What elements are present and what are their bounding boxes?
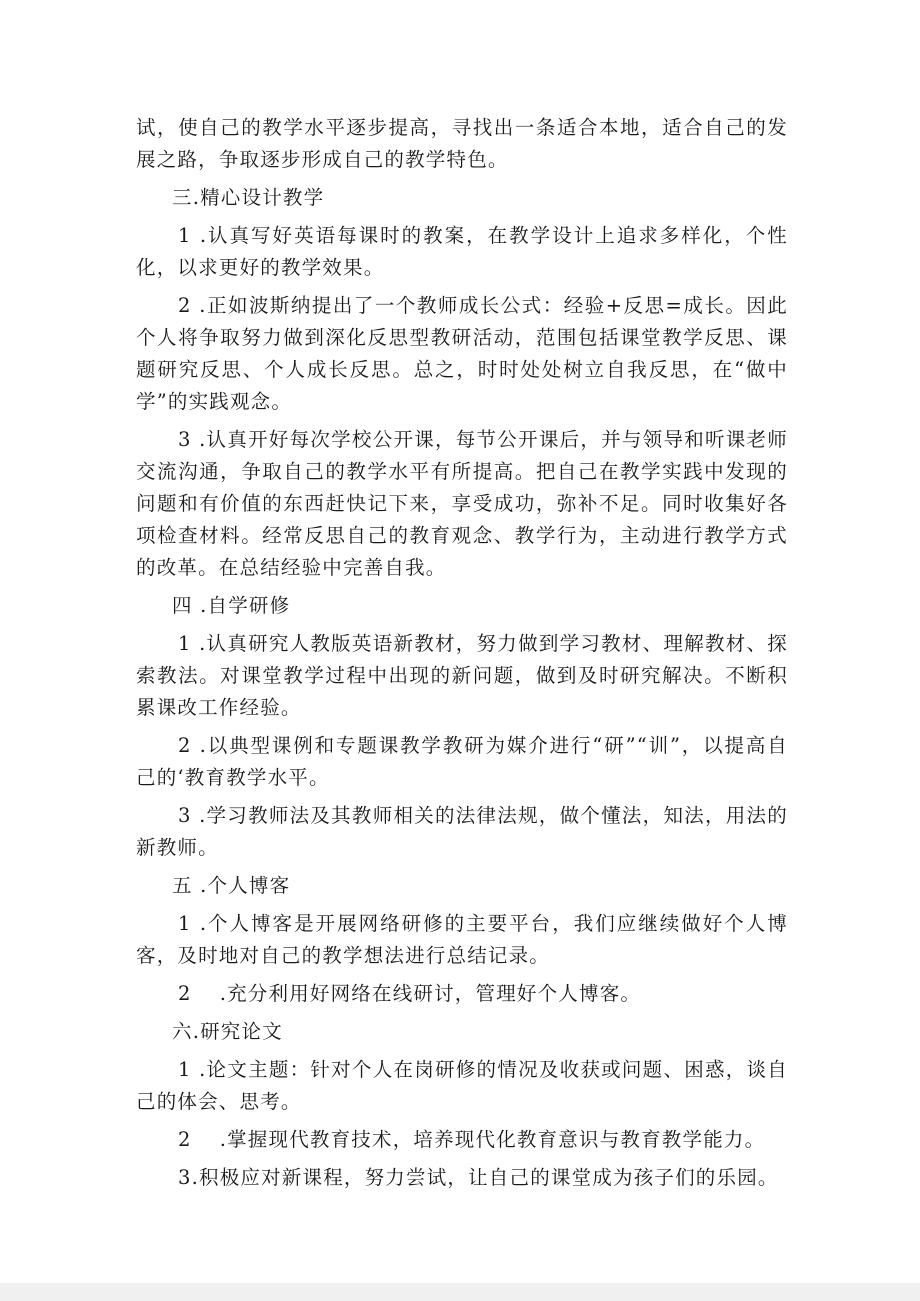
list-item: 3 .认真开好每次学校公开课，每节公开课后，并与领导和听课老师交流沟通，争取自己的教学水平有所提高。把自己在教学实践中发现的问题和有价值的东西赶快记下来，享受成功，弥补不足。同时收集好各项检查材料。经常反思自己的教育观念、教学行为，主动进行教学方式的改革。在总结经验中完善自我。 xyxy=(136,428,788,579)
list-item: 2 .充分利用好网络在线研讨，管理好个人博客。 xyxy=(178,982,642,1005)
section-heading-4: 四 .自学研修 xyxy=(172,594,291,617)
list-item: 1 .论文主题：针对个人在岗研修的情况及收获或问题、困惑，谈自己的体会、思考。 xyxy=(136,1058,788,1113)
list-item: 2 .掌握现代教育技术，培养现代化教育意识与教育教学能力。 xyxy=(178,1128,766,1151)
section-heading-5: 五 .个人博客 xyxy=(172,874,291,897)
list-item: 3 .学习教师法及其教师相关的法律法规，做个懂法，知法，用法的新教师。 xyxy=(136,804,788,859)
list-item: 2 .正如波斯纳提出了一个教师成长公式：经验+反思=成长。因此个人将争取努力做到深化反思型教研活动，范围包括课堂教学反思、课题研究反思、个人成长反思。总之，时时处处树立自我反思，在“做中学”的实践观念。 xyxy=(136,294,788,413)
section-heading-6: 六.研究论文 xyxy=(172,1020,283,1043)
list-item: 1 .认真研究人教版英语新教材，努力做到学习教材、理解教材、探索教法。对课堂教学过程中出现的新问题，做到及时研究解决。不断积累课改工作经验。 xyxy=(136,632,788,719)
list-item: 3.积极应对新课程，努力尝试，让自己的课堂成为孩子们的乐园。 xyxy=(178,1166,779,1189)
section-heading-3: 三.精心设计教学 xyxy=(172,186,325,209)
paragraph-continuation: 试，使自己的教学水平逐步提高，寻找出一条适合本地，适合自己的发展之路，争取逐步形成自己的教学特色。 xyxy=(136,116,788,171)
list-item: 1 .个人博客是开展网络研修的主要平台，我们应继续做好个人博客，及时地对自己的教学想法进行总结记录。 xyxy=(136,912,788,967)
list-item: 2 .以典型课例和专题课教学教研为媒介进行“研”“训”，以提高自己的‘教育教学水平。 xyxy=(136,734,788,789)
bottom-strip xyxy=(0,1283,920,1301)
document-body xyxy=(136,112,788,1200)
list-item: 1 .认真写好英语每课时的教案，在教学设计上追求多样化，个性化，以求更好的教学效果。 xyxy=(136,224,788,279)
